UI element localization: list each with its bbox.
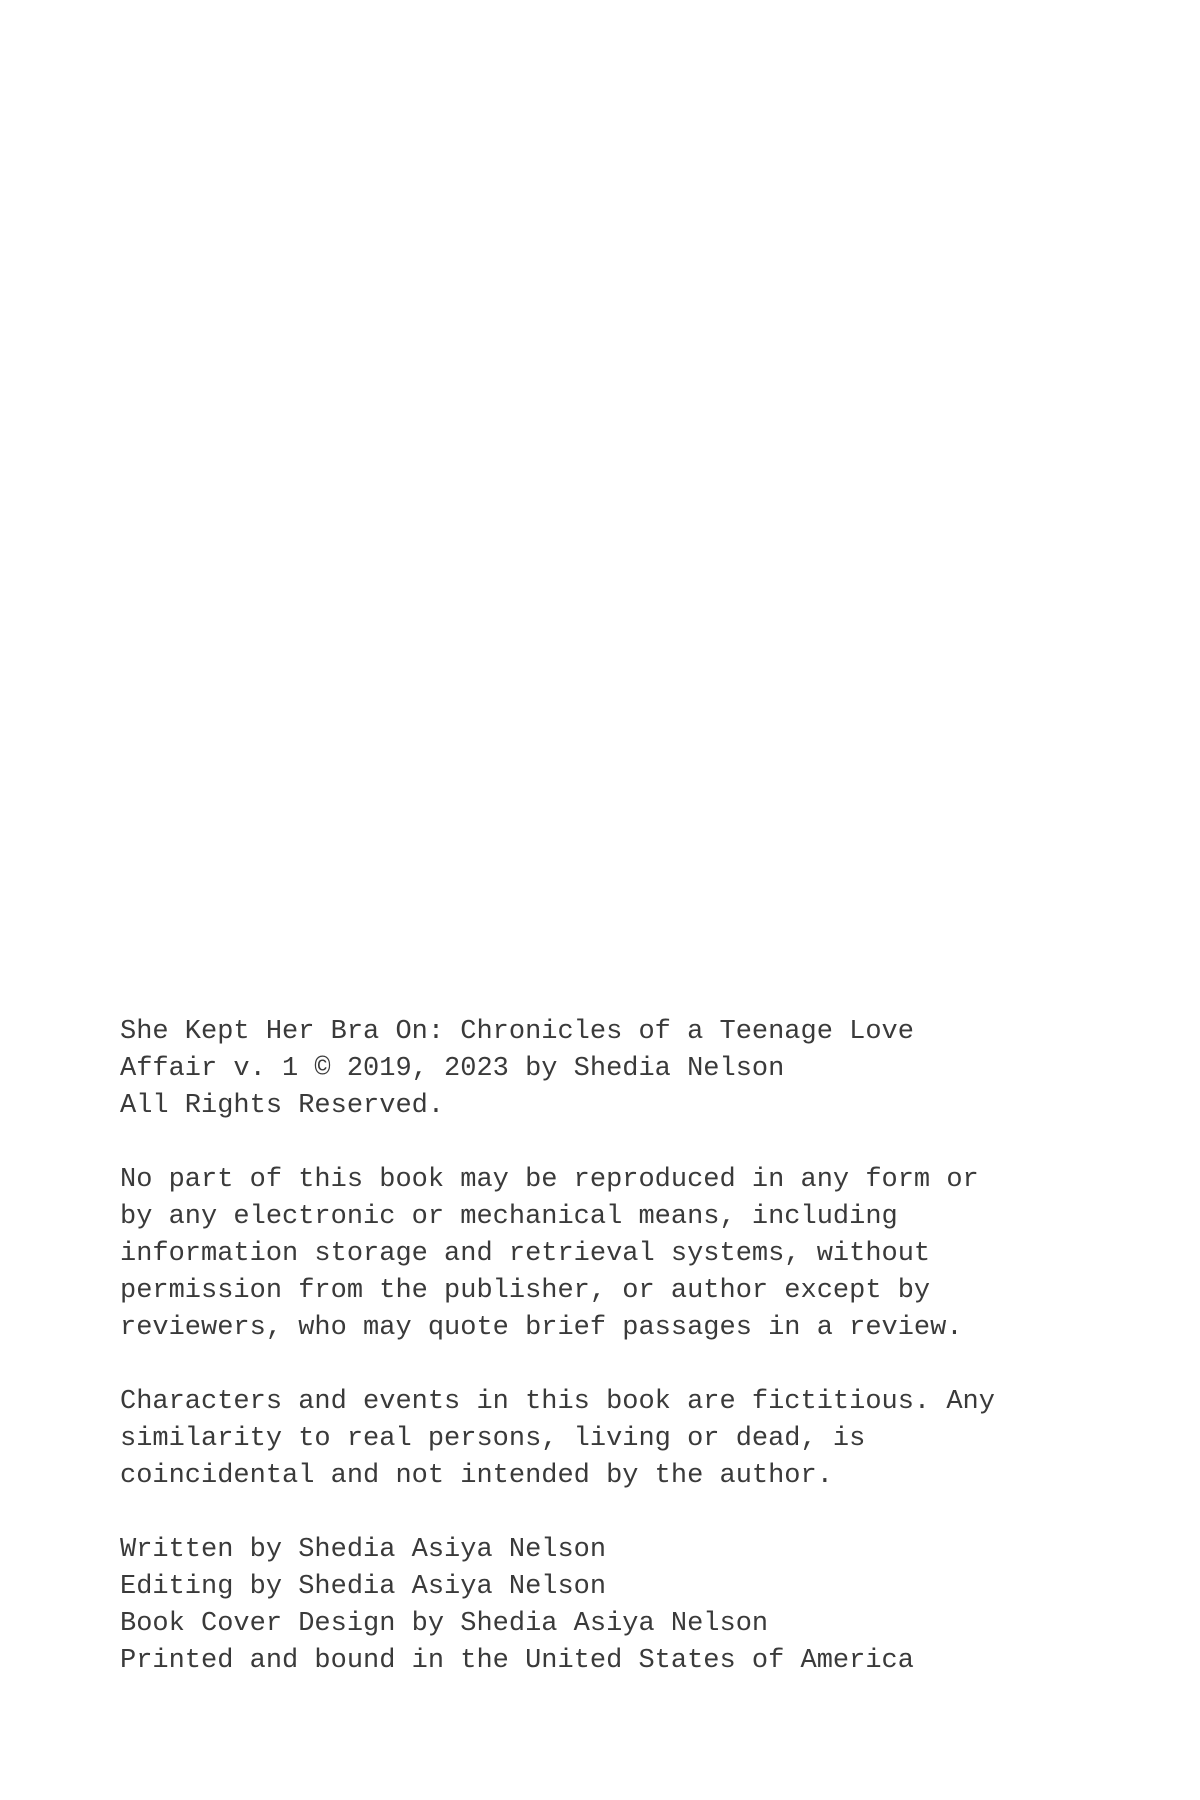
disclaimer-line: Characters and events in this book are fictitious. Any	[120, 1387, 995, 1417]
credits	[120, 1532, 1120, 1680]
fiction-disclaimer	[120, 1384, 1120, 1495]
title-line: She Kept Her Bra On: Chronicles of a Teenage Love	[120, 1017, 914, 1047]
reproduction-line: No part of this book may be reproduced in any form or	[120, 1165, 979, 1195]
reproduction-line: by any electronic or mechanical means, including	[120, 1202, 898, 1232]
disclaimer-line: similarity to real persons, living or dead, is	[120, 1424, 866, 1454]
credit-line: Book Cover Design by Shedia Asiya Nelson	[120, 1609, 769, 1639]
reproduction-line: permission from the publisher, or author except by	[120, 1276, 931, 1306]
reproduction-notice	[120, 1162, 1120, 1347]
credit-line: Editing by Shedia Asiya Nelson	[120, 1572, 607, 1602]
rights-line: All Rights Reserved.	[120, 1091, 445, 1121]
title-line: Affair v. 1 © 2019, 2023 by Shedia Nelson	[120, 1054, 785, 1084]
disclaimer-line: coincidental and not intended by the author.	[120, 1461, 833, 1491]
title-copyright-notice	[120, 1014, 1120, 1125]
credit-line: Printed and bound in the United States of America	[120, 1646, 914, 1676]
credit-line: Written by Shedia Asiya Nelson	[120, 1535, 607, 1565]
copyright-page	[120, 1014, 1120, 1717]
reproduction-line: reviewers, who may quote brief passages in a review.	[120, 1313, 963, 1343]
reproduction-line: information storage and retrieval systems, without	[120, 1239, 931, 1269]
